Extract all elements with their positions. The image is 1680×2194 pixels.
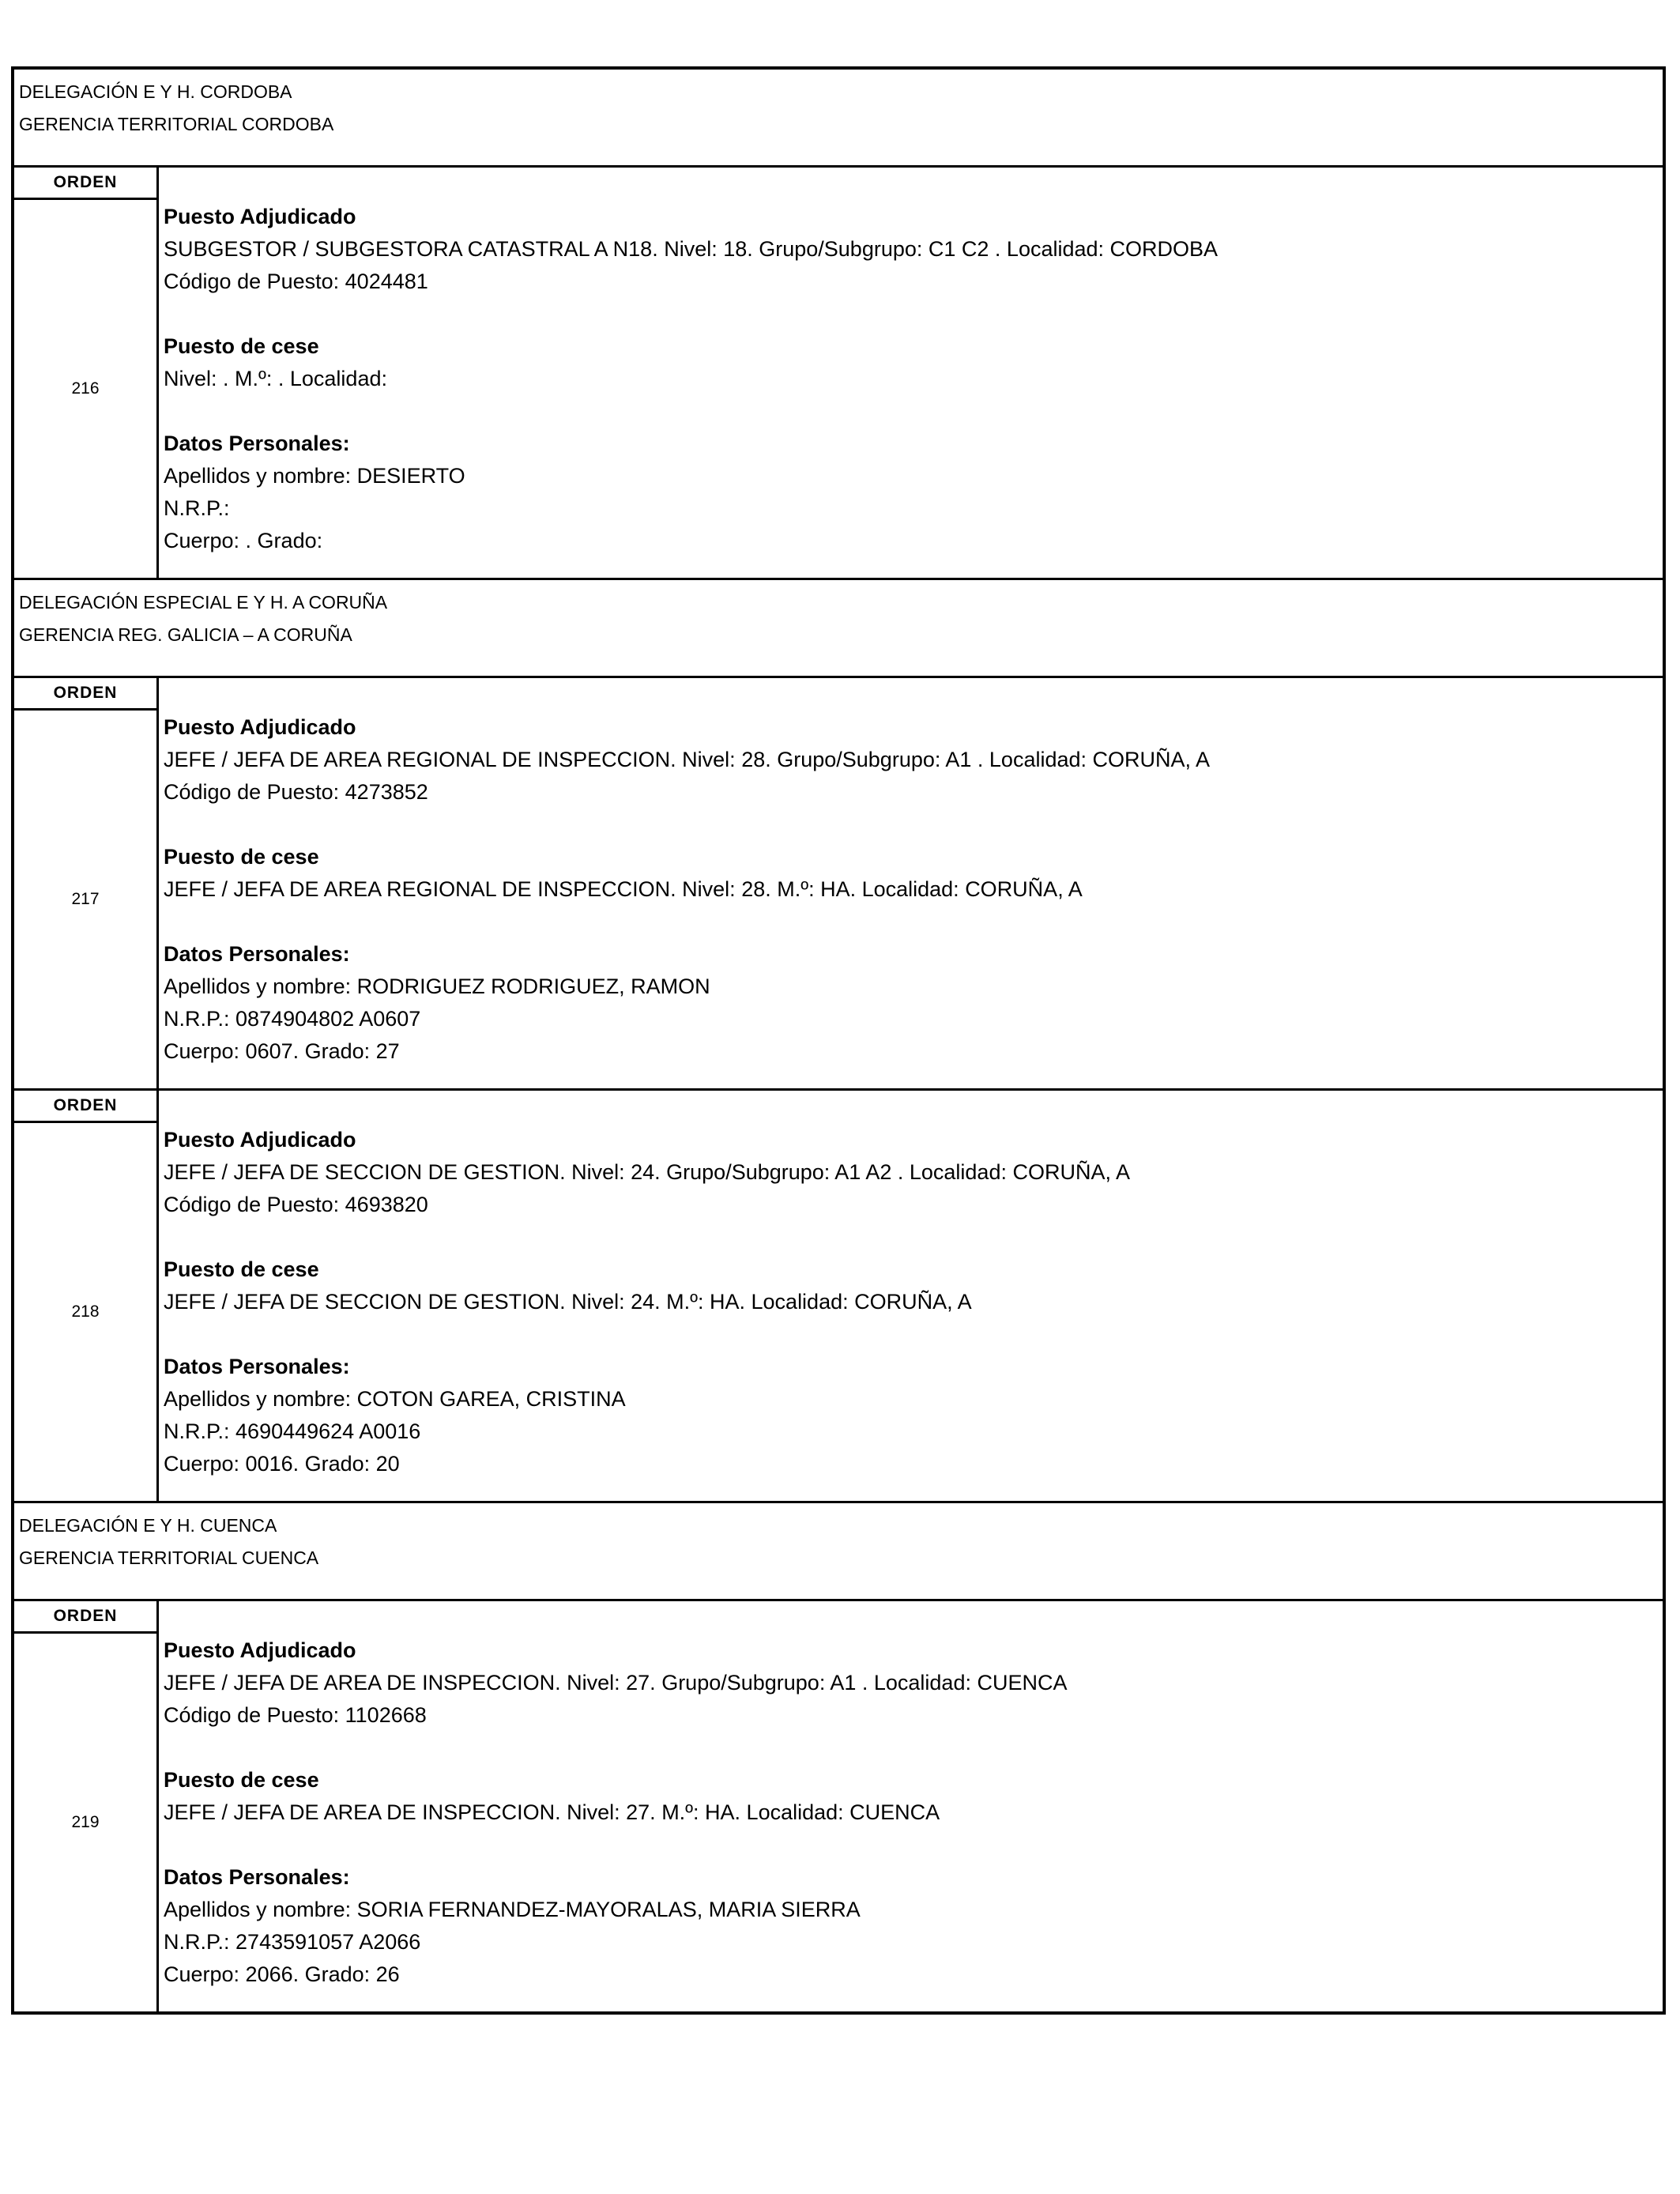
orden-number: 219	[71, 1813, 100, 1831]
adjudicado-description: JEFE / JEFA DE AREA REGIONAL DE INSPECCION. Nivel: 28. Grupo/Subgrupo: A1 . Localidad: CORUÑA, A	[164, 748, 1211, 771]
apellidos-nombre: Apellidos y nombre: DESIERTO	[164, 464, 465, 488]
apellidos-nombre: Apellidos y nombre: RODRIGUEZ RODRIGUEZ, RAMON	[164, 974, 710, 998]
delegacion-header	[14, 70, 1663, 168]
adjudicado-title: Puesto Adjudicado	[164, 205, 356, 228]
codigo-puesto: Código de Puesto: 1102668	[164, 1703, 427, 1727]
delegacion-name: DELEGACIÓN ESPECIAL E Y H. A CORUÑA	[19, 592, 388, 613]
orden-number: 218	[71, 1302, 100, 1321]
gerencia-name: GERENCIA REG. GALICIA – A CORUÑA	[19, 624, 352, 645]
cese-description: Nivel: . M.º: . Localidad:	[164, 367, 387, 390]
orden-label: ORDEN	[14, 168, 156, 200]
delegacion-header	[14, 580, 1663, 678]
orden-number: 217	[71, 890, 100, 908]
entry-details	[159, 678, 1663, 1088]
orden-label: ORDEN	[14, 1091, 156, 1123]
adjudicado-title: Puesto Adjudicado	[164, 1638, 356, 1662]
cese-title: Puesto de cese	[164, 1768, 319, 1792]
cese-description: JEFE / JEFA DE AREA REGIONAL DE INSPECCION. Nivel: 28. M.º: HA. Localidad: CORUÑA, A	[164, 877, 1083, 901]
nrp: N.R.P.: 4690449624 A0016	[164, 1419, 421, 1443]
adjudicado-description: SUBGESTOR / SUBGESTORA CATASTRAL A N18. Nivel: 18. Grupo/Subgrupo: C1 C2 . Localidad: CORDOBA	[164, 237, 1219, 261]
adjudicacion-entry	[14, 1601, 1663, 2011]
cuerpo-grado: Cuerpo: 0016. Grado: 20	[164, 1452, 400, 1476]
orden-column	[14, 678, 159, 1088]
nrp: N.R.P.: 0874904802 A0607	[164, 1007, 421, 1031]
orden-label: ORDEN	[14, 1601, 156, 1634]
delegacion-header	[14, 1503, 1663, 1601]
gerencia-name: GERENCIA TERRITORIAL CUENCA	[19, 1547, 319, 1568]
codigo-puesto: Código de Puesto: 4024481	[164, 270, 428, 293]
adjudicacion-entry	[14, 1091, 1663, 1503]
nrp: N.R.P.:	[164, 496, 230, 520]
personales-title: Datos Personales:	[164, 1865, 350, 1889]
personales-title: Datos Personales:	[164, 942, 350, 966]
orden-column	[14, 168, 159, 578]
adjudicado-description: JEFE / JEFA DE AREA DE INSPECCION. Nivel: 27. Grupo/Subgrupo: A1 . Localidad: CUENCA	[164, 1671, 1068, 1695]
adjudicado-title: Puesto Adjudicado	[164, 1128, 356, 1152]
cese-title: Puesto de cese	[164, 845, 319, 869]
apellidos-nombre: Apellidos y nombre: COTON GAREA, CRISTINA	[164, 1387, 626, 1411]
entry-details	[159, 1091, 1663, 1501]
orden-column	[14, 1601, 159, 2011]
gerencia-name: GERENCIA TERRITORIAL CORDOBA	[19, 114, 334, 134]
cese-description: JEFE / JEFA DE SECCION DE GESTION. Nivel: 24. M.º: HA. Localidad: CORUÑA, A	[164, 1290, 972, 1314]
orden-column	[14, 1091, 159, 1501]
adjudicado-title: Puesto Adjudicado	[164, 715, 356, 739]
codigo-puesto: Código de Puesto: 4273852	[164, 780, 428, 804]
delegacion-name: DELEGACIÓN E Y H. CORDOBA	[19, 81, 292, 102]
cese-title: Puesto de cese	[164, 334, 319, 358]
personales-title: Datos Personales:	[164, 432, 350, 455]
cuerpo-grado: Cuerpo: 2066. Grado: 26	[164, 1962, 400, 1986]
adjudicacion-entry	[14, 678, 1663, 1091]
entry-details	[159, 168, 1663, 578]
adjudicacion-entry	[14, 168, 1663, 580]
nrp: N.R.P.: 2743591057 A2066	[164, 1930, 421, 1954]
codigo-puesto: Código de Puesto: 4693820	[164, 1193, 428, 1216]
document-table	[11, 66, 1666, 2015]
delegacion-name: DELEGACIÓN E Y H. CUENCA	[19, 1515, 277, 1536]
personales-title: Datos Personales:	[164, 1355, 350, 1378]
cuerpo-grado: Cuerpo: 0607. Grado: 27	[164, 1039, 400, 1063]
cuerpo-grado: Cuerpo: . Grado:	[164, 529, 323, 552]
cese-description: JEFE / JEFA DE AREA DE INSPECCION. Nivel: 27. M.º: HA. Localidad: CUENCA	[164, 1800, 940, 1824]
apellidos-nombre: Apellidos y nombre: SORIA FERNANDEZ-MAYORALAS, MARIA SIERRA	[164, 1898, 861, 1921]
adjudicado-description: JEFE / JEFA DE SECCION DE GESTION. Nivel: 24. Grupo/Subgrupo: A1 A2 . Localidad: CORUÑA, A	[164, 1160, 1130, 1184]
orden-label: ORDEN	[14, 678, 156, 711]
entry-details	[159, 1601, 1663, 2011]
cese-title: Puesto de cese	[164, 1257, 319, 1281]
orden-number: 216	[71, 379, 100, 398]
